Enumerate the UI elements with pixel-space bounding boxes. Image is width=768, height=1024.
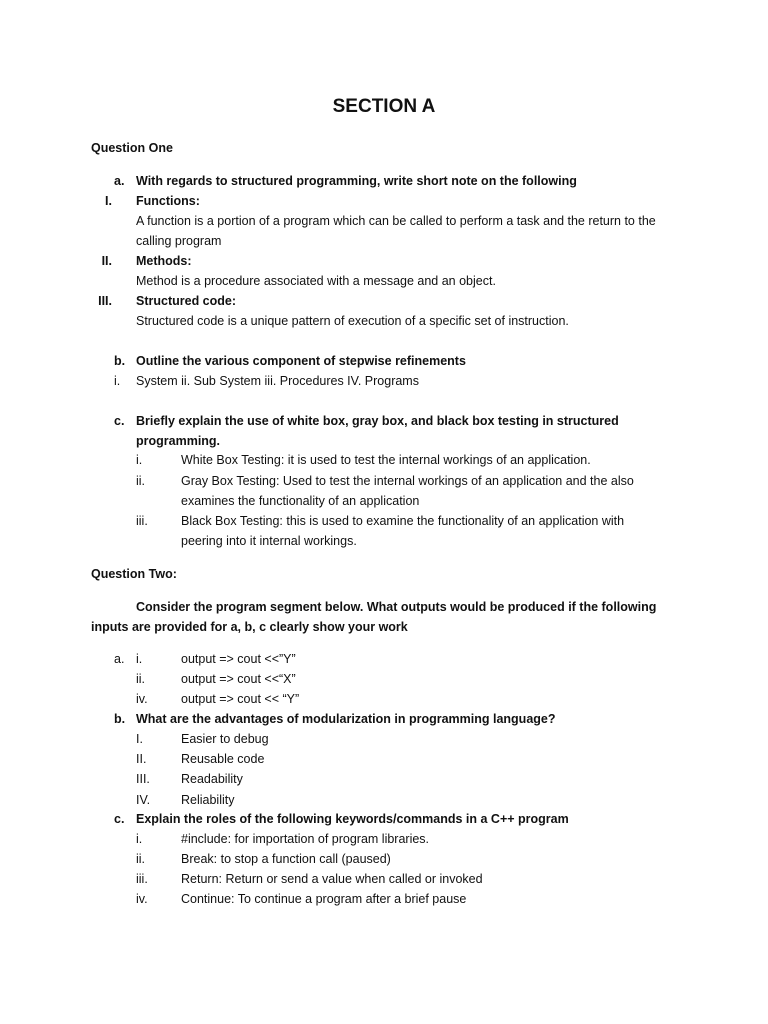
q2-intro: Consider the program segment below. What outputs would be produced if the following <box>136 600 657 614</box>
q2-b-item-marker: IV. <box>136 793 151 807</box>
q1-a-item-marker: III. <box>98 294 112 308</box>
q1-c-item-marker: iii. <box>136 514 148 528</box>
q1-c-item-marker: ii. <box>136 474 146 488</box>
q1-a-item-label: Structured code: <box>136 294 237 308</box>
q2-a-item-text: output => cout << “Y” <box>181 692 300 706</box>
q2-c-item-marker: iv. <box>136 892 148 906</box>
q1-a-item-label: Methods: <box>136 254 192 268</box>
q2-c-item-text: Continue: To continue a program after a brief pause <box>181 892 467 906</box>
q2-c-item-text: Return: Return or send a value when called or invoked <box>181 872 483 886</box>
q1-c-item-text: Gray Box Testing: Used to test the internal workings of an application and the also <box>181 474 634 488</box>
q2-b-marker: b. <box>114 712 126 726</box>
q1-c-marker: c. <box>114 414 125 428</box>
question-two-heading: Question Two: <box>91 567 177 581</box>
q1-c-item-marker: i. <box>136 453 143 467</box>
q1-b-answer: System ii. Sub System iii. Procedures IV. Programs <box>136 374 419 388</box>
question-one-heading: Question One <box>91 141 173 155</box>
q1-a-item-text: A function is a portion of a program which can be called to perform a task and the return to the <box>136 214 656 228</box>
q2-a-item-text: output => cout <<”Y” <box>181 652 296 666</box>
q1-b-marker: b. <box>114 354 126 368</box>
q2-a-marker: a. <box>114 652 125 666</box>
q2-a-item-marker: ii. <box>136 672 146 686</box>
q2-b-item-text: Reusable code <box>181 752 265 766</box>
q2-c-item-marker: ii. <box>136 852 146 866</box>
q1-a-marker: a. <box>114 174 125 188</box>
q1-c-item-text: peering into it internal workings. <box>181 534 357 548</box>
q2-intro: inputs are provided for a, b, c clearly show your work <box>91 620 408 634</box>
q1-c-item-text: Black Box Testing: this is used to examine the functionality of an application with <box>181 514 625 528</box>
q2-a-item-text: output => cout <<“X” <box>181 672 296 686</box>
q1-c-question: Briefly explain the use of white box, gray box, and black box testing in structured <box>136 414 619 428</box>
q1-a-item-marker: II. <box>101 254 112 268</box>
q2-c-marker: c. <box>114 812 125 826</box>
q2-c-item-marker: i. <box>136 832 143 846</box>
q1-a-item-text: Method is a procedure associated with a message and an object. <box>136 274 496 288</box>
q1-c-item-text: White Box Testing: it is used to test the internal workings of an application. <box>181 453 591 467</box>
q1-c-question: programming. <box>136 434 221 448</box>
q2-a-item-marker: iv. <box>136 692 148 706</box>
q1-a-item-marker: I. <box>105 194 112 208</box>
q2-b-item-marker: I. <box>136 732 143 746</box>
q1-b-question: Outline the various component of stepwise refinements <box>136 354 466 368</box>
q2-c-item-marker: iii. <box>136 872 148 886</box>
q2-b-item-text: Reliability <box>181 793 235 807</box>
q2-c-item-text: Break: to stop a function call (paused) <box>181 852 391 866</box>
q2-b-item-marker: III. <box>136 772 150 786</box>
q2-b-item-marker: II. <box>136 752 147 766</box>
q2-a-item-marker: i. <box>136 652 143 666</box>
q2-c-item-text: #include: for importation of program libraries. <box>181 832 430 846</box>
section-title: SECTION A <box>332 96 436 117</box>
q2-b-item-text: Readability <box>181 772 243 786</box>
q1-a-question: With regards to structured programming, write short note on the following <box>136 174 577 188</box>
q2-b-item-text: Easier to debug <box>181 732 269 746</box>
q2-c-question: Explain the roles of the following keywords/commands in a C++ program <box>136 812 569 826</box>
q1-a-item-text: calling program <box>136 234 222 248</box>
q1-c-item-text: examines the functionality of an application <box>181 494 420 508</box>
q1-a-item-text: Structured code is a unique pattern of execution of a specific set of instruction. <box>136 314 569 328</box>
q2-b-question: What are the advantages of modularization in programming language? <box>136 712 556 726</box>
q1-a-item-label: Functions: <box>136 194 200 208</box>
q1-b-answer-marker: i. <box>114 374 121 388</box>
